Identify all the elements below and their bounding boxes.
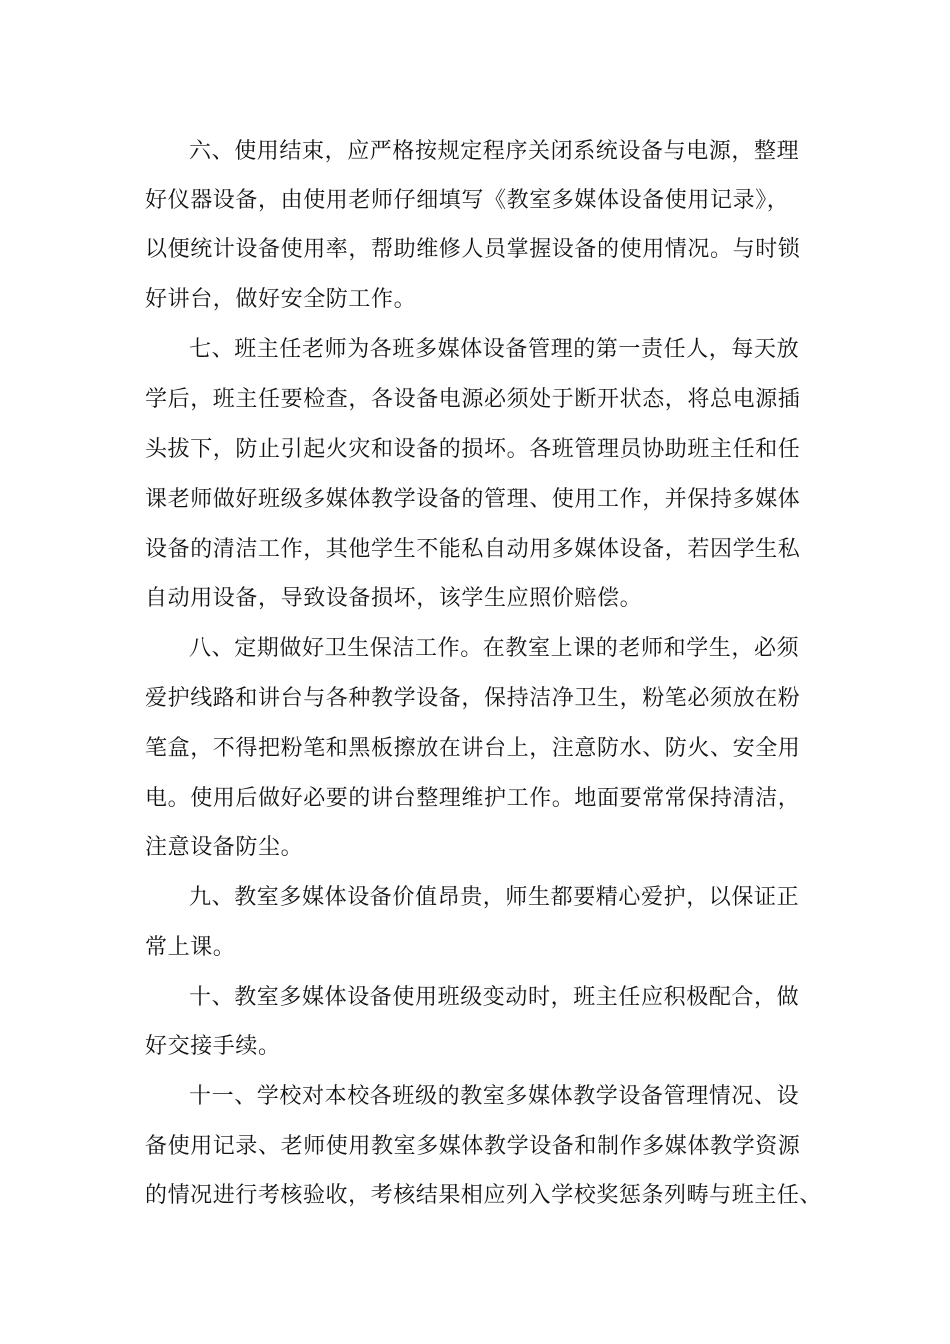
paragraph-7-line-3: 头拔下，防止引起火灾和设备的损坏。各班管理员协助班主任和任 xyxy=(145,437,801,462)
paragraph-8-line-1: 八、定期做好卫生保洁工作。在教室上课的老师和学生，必须 xyxy=(189,636,800,661)
paragraph-6-line-1: 六、使用结束，应严格按规定程序关闭系统设备与电源，整理 xyxy=(189,139,800,164)
paragraph-8-line-2: 爱护线路和讲台与各种教学设备，保持洁净卫生，粉笔必须放在粉 xyxy=(145,686,801,711)
paragraph-11-line-1: 十一、学校对本校各班级的教室多媒体教学设备管理情况、设 xyxy=(189,1084,800,1109)
paragraph-9-line-2: 常上课。 xyxy=(145,935,236,960)
paragraph-7-line-2: 学后，班主任要检查，各设备电源必须处于断开状态，将总电源插 xyxy=(145,387,801,412)
paragraph-11-line-3: 的情况进行考核验收，考核结果相应列入学校奖惩条列畴与班主任、 xyxy=(145,1183,823,1208)
paragraph-8-line-5: 注意设备防尘。 xyxy=(145,835,304,860)
paragraph-6-line-4: 好讲台，做好安全防工作。 xyxy=(145,287,417,312)
paragraph-8-line-3: 笔盒，不得把粉笔和黑板擦放在讲台上，注意防水、防火、安全用 xyxy=(145,736,801,761)
paragraph-11-line-2: 备使用记录、老师使用教室多媒体教学设备和制作多媒体教学资源 xyxy=(145,1134,801,1159)
paragraph-8-line-4: 电。使用后做好必要的讲台整理维护工作。地面要常常保持清洁， xyxy=(145,786,801,811)
paragraph-6-line-2: 好仪器设备，由使用老师仔细填写《教室多媒体设备使用记录》， xyxy=(145,188,790,213)
paragraph-7-line-1: 七、班主任老师为各班多媒体设备管理的第一责任人，每天放 xyxy=(189,337,800,362)
paragraph-6-line-3: 以便统计设备使用率，帮助维修人员掌握设备的使用情况。与时锁 xyxy=(145,237,801,262)
paragraph-7-line-5: 设备的清洁工作，其他学生不能私自动用多媒体设备，若因学生私 xyxy=(145,537,801,562)
paragraph-7-line-4: 课老师做好班级多媒体教学设备的管理、使用工作，并保持多媒体 xyxy=(145,487,801,512)
paragraph-9-line-1: 九、教室多媒体设备价值昂贵，师生都要精心爱护，以保证正 xyxy=(189,885,800,910)
paragraph-7-line-6: 自动用设备，导致设备损坏，该学生应照价赔偿。 xyxy=(145,586,643,611)
paragraph-10-line-2: 好交接手续。 xyxy=(145,1034,281,1059)
paragraph-10-line-1: 十、教室多媒体设备使用班级变动时，班主任应积极配合，做 xyxy=(189,985,800,1010)
